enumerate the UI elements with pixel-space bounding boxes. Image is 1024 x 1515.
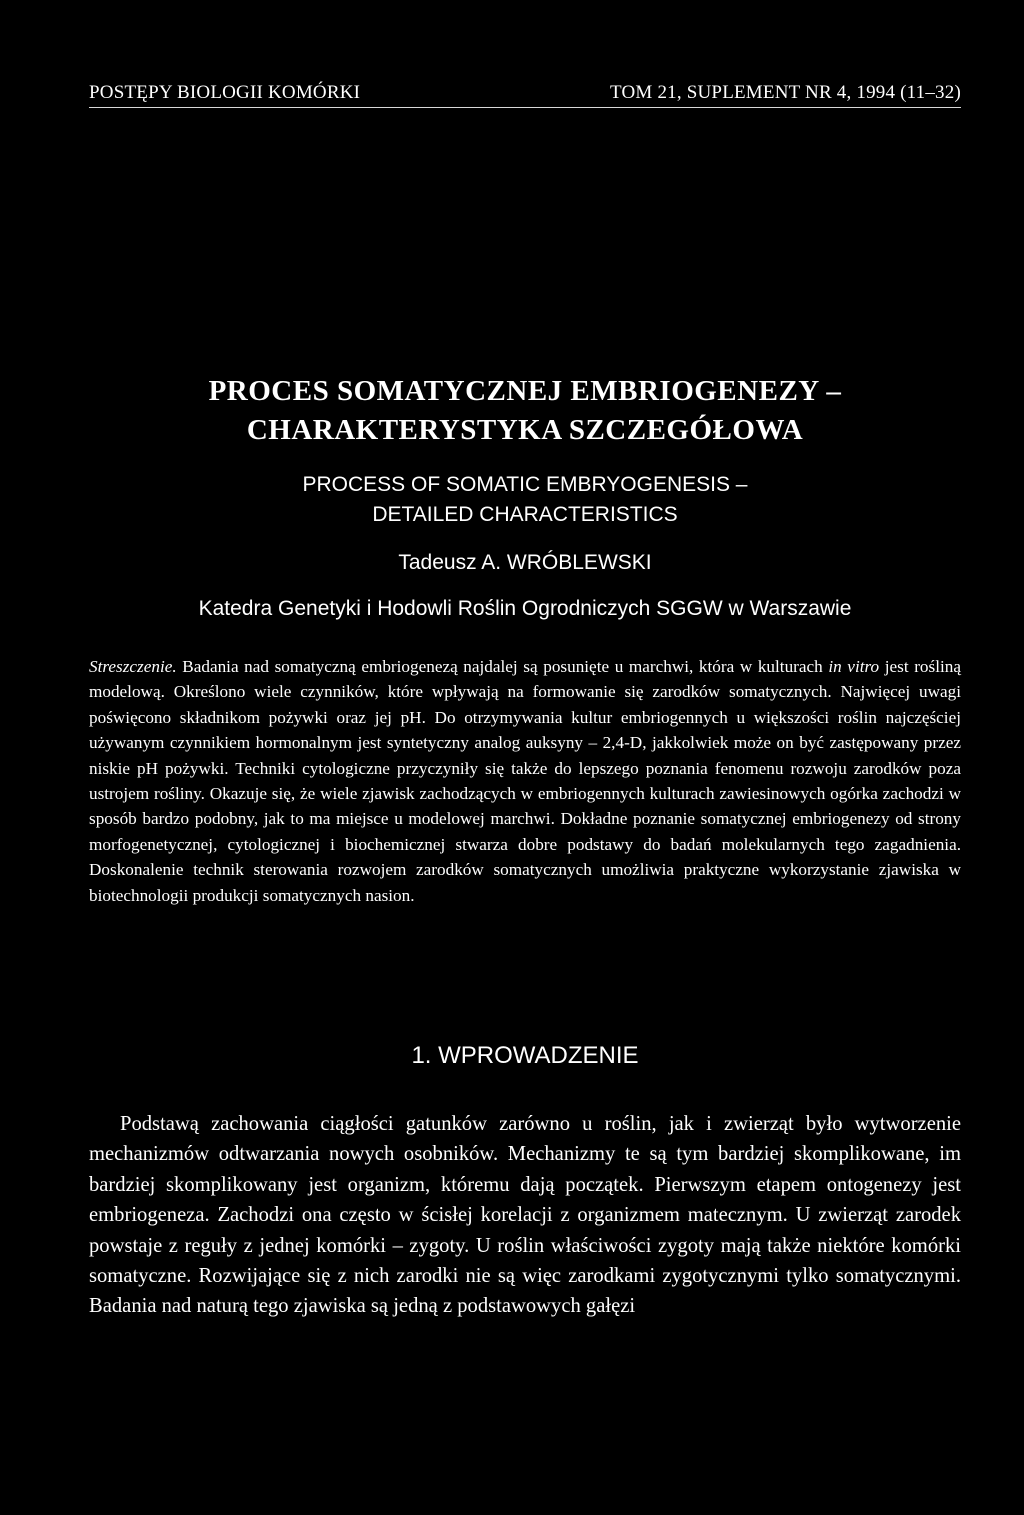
english-title-line-2: DETAILED CHARACTERISTICS bbox=[372, 503, 678, 526]
intro-paragraph: Podstawą zachowania ciągłości gatunków zarówno u roślin, jak i zwierząt było wytworzenie mechanizmów odtwarzania nowych osobników. Mechanizmy te są tym bardziej skomplikowane, im bardziej skomplikowany jest organizm, któremu dają początek. Pierwszym etapem ontogenezy jest embriogeneza. Zachodzi ona często w ścisłej korelacji z organizmem matecznym. U zwierząt zarodek powstaje z reguły z jednej komórki – zygoty. U roślin właściwości zygoty mają także niektóre komórki somatyczne. Rozwijające się z nich zarodki nie są więc zarodkami zygotycznymi tylko somatycznymi. Badania nad naturą tego zjawiska są jedną z podstawowych gałęzi bbox=[89, 1113, 961, 1318]
section-heading: 1. WPROWADZENIE bbox=[411, 1042, 639, 1069]
english-title bbox=[89, 470, 961, 530]
abstract bbox=[89, 654, 961, 908]
journal-name: POSTĘPY BIOLOGII KOMÓRKI bbox=[89, 82, 361, 103]
abstract-in-vitro: in vitro bbox=[828, 657, 880, 676]
header-divider bbox=[89, 107, 961, 108]
author-affiliation: Katedra Genetyki i Hodowli Roślin Ogrodniczych SGGW w Warszawie bbox=[198, 597, 852, 620]
abstract-text-part-1: Badania nad somatyczną embriogenezą najdalej są posunięte u marchwi, która w kulturach bbox=[176, 657, 829, 676]
volume-info: TOM 21, SUPLEMENT NR 4, 1994 (11–32) bbox=[610, 82, 961, 103]
english-title-line-1: PROCESS OF SOMATIC EMBRYOGENESIS – bbox=[302, 473, 748, 496]
polish-title bbox=[89, 372, 961, 450]
running-header bbox=[89, 74, 961, 104]
abstract-label: Streszczenie. bbox=[89, 657, 177, 676]
polish-title-line-2: CHARAKTERYSTYKA SZCZEGÓŁOWA bbox=[246, 414, 804, 446]
polish-title-line-1: PROCES SOMATYCZNEJ EMBRIOGENEZY – bbox=[208, 375, 842, 407]
abstract-text-part-2: jest rośliną modelową. Określono wiele czynników, które wpływają na formowanie się zarodków somatycznych. Najwięcej uwagi poświęcono składnikom pożywki oraz jej pH. Do otrzymywania kultur embriogennych u większości roślin najczęściej używanym czynnikiem hormonalnym jest syntetyczny analog auksyny – 2,4-D, jakkolwiek może on być zastępowany przez niskie pH pożywki. Techniki cytologiczne przyczyniły się także do lepszego poznania fenomenu rozwoju zarodków poza ustrojem rośliny. Okazuje się, że wiele zjawisk zachodzących w embriogennych kulturach zawiesinowych ogórka zachodzi w sposób bardzo podobny, jak to ma miejsce u modelowej marchwi. Dokładne poznanie somatycznej embriogenezy od strony morfogenetycznej, cytologicznej i biochemicznej stwarza dobre podstawy do badań molekularnych tego zagadnienia. Doskonalenie technik sterowania rozwojem zarodków somatycznych umożliwia praktyczne wykorzystanie zjawiska w biotechnologii produkcji somatycznych nasion. bbox=[89, 657, 961, 905]
author-name: Tadeusz A. WRÓBLEWSKI bbox=[398, 551, 652, 574]
